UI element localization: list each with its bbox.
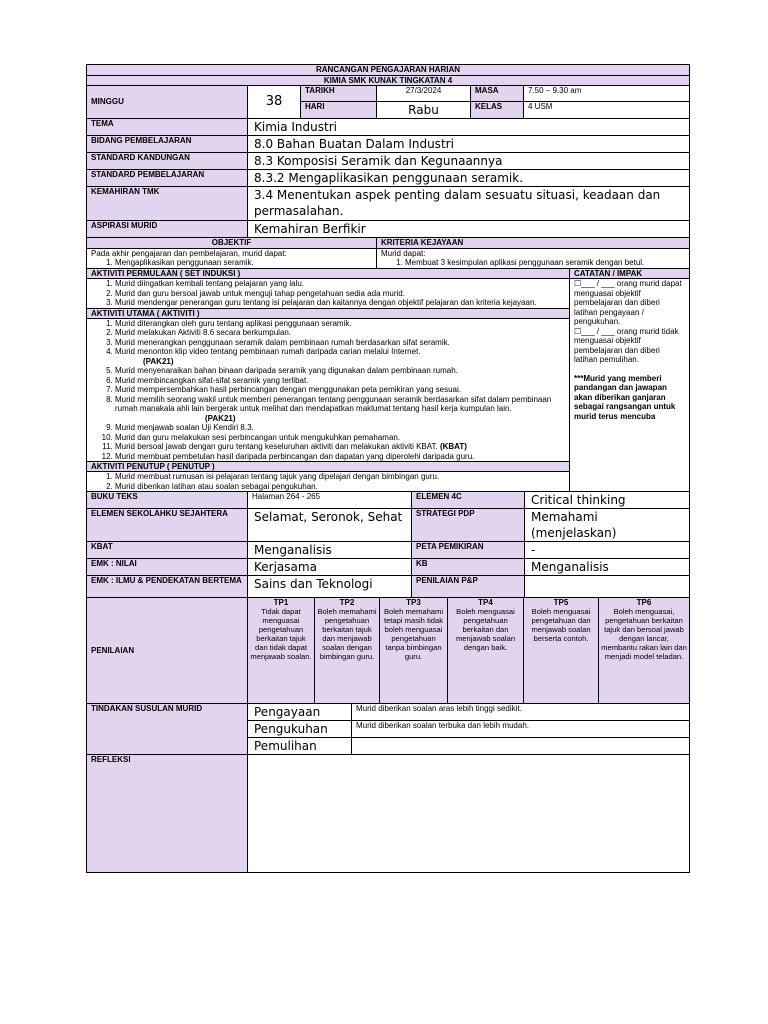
reflection-table (86, 754, 690, 873)
buku-teks-label: BUKU TEKS (87, 492, 248, 509)
standard-pembelajaran-label: STANDARD PEMBELAJARAN (87, 170, 248, 187)
permulaan-list (87, 279, 569, 308)
pak21-tag: (PAK21) (143, 356, 174, 366)
tp-level: TP1 (273, 598, 289, 607)
activities-cell (87, 279, 570, 492)
strategi-label: STRATEGI PDP (412, 509, 525, 542)
permulaan-item: 2. Murid dan guru bersoal jawab untuk menguji tahap pengetahuan sedia ada murid. (115, 289, 563, 299)
utama-item: 11. Murid bersoal jawab dengan guru tentang keseluruhan aktiviti dan melakukan aktiviti KBAT. (KBAT) (115, 442, 563, 452)
tp6-cell (599, 598, 690, 704)
utama-item: 6. Murid membincangkan sifat-sifat seramik yang terlibat. (115, 376, 563, 386)
elemen-4c-value: Critical thinking (525, 492, 690, 509)
catatan-header: CATATAN / IMPAK (570, 268, 690, 279)
objective-table (86, 237, 690, 269)
utama-list (87, 319, 569, 462)
catatan-note: ***Murid yang memberi pandangan dan jawapan akan diberikan ganjaran sebagai rangsangan untuk murid terus mencuba (574, 373, 676, 421)
standard-kandungan-label: STANDARD KANDUNGAN (87, 153, 248, 170)
tp-level: TP2 (339, 598, 355, 607)
susulan-desc: Murid diberikan soalan aras lebih tinggi sedikit. (352, 704, 690, 721)
kriteria-content (377, 248, 690, 268)
susulan-type: Pengayaan (248, 704, 352, 721)
assessment-table (86, 597, 690, 704)
emk-nilai-value: Kerjasama (248, 559, 412, 576)
permulaan-header: AKTIVITI PERMULAAN ( SET INDUKSI ) (87, 268, 570, 279)
activity-table (86, 268, 690, 493)
aspirasi-label: ASPIRASI MURID (87, 221, 248, 238)
lesson-plan-sheet (86, 64, 689, 873)
penutup-list (87, 472, 569, 491)
susulan-type: Pemulihan (248, 738, 352, 755)
tp-desc: Boleh menguasai pengetahuan dan menjawab soalan berserta contoh. (531, 607, 591, 643)
tp4-cell (448, 598, 524, 704)
aspirasi-value: Kemahiran Berfikir (248, 221, 690, 238)
objektif-intro: Pada akhir pengajaran dan pembelajaran, murid dapat: (91, 248, 287, 258)
tp-desc: Boleh menguasai, pengetahuan berkaitan tajuk dan bersoal jawab dengan lancar, membantu rakan lain dan menjadi model teladan. (601, 607, 687, 661)
utama-item: 2. Murid melakukan Aktiviti 8.6 secara berkumpulan. (115, 328, 563, 338)
tp-desc: Boleh memahami tetapi masih tidak boleh menguasai pengetahuan tanpa bimbingan guru. (383, 607, 444, 661)
emk-nilai-label: EMK : NILAI (87, 559, 248, 576)
utama-header: AKTIVITI UTAMA ( AKTIVITI ) (87, 308, 569, 319)
kb-label: KB (412, 559, 525, 576)
penutup-header: AKTIVITI PENUTUP ( PENUTUP ) (87, 461, 569, 472)
susulan-desc (352, 738, 690, 755)
catatan-content (570, 279, 690, 492)
plan-title: RANCANGAN PENGAJARAN HARIAN (87, 65, 690, 76)
susulan-label: TINDAKAN SUSULAN MURID (87, 704, 248, 755)
tp-desc: Tidak dapat menguasai pengetahuan berkaitan tajuk dan tidak dapat menjawab soalan. (250, 607, 312, 661)
followup-table (86, 703, 690, 755)
emk-ilmu-value: Sains dan Teknologi (248, 576, 412, 598)
hari-value: Rabu (377, 102, 471, 119)
kbat-value: Menganalisis (248, 542, 412, 559)
tp-level: TP5 (553, 598, 569, 607)
hari-label: HARI (301, 102, 377, 119)
penutup-item: 2. Murid diberikan latihan atau soalan sebagai pengukuhan. (115, 482, 563, 492)
objektif-header: OBJEKTIF (87, 238, 377, 249)
utama-item: 4. Murid menonton klip video tentang pembinaan rumah daripada carian melalui Internet. (PAK21) (115, 347, 563, 366)
catatan-line-1: ☐___ / ___ orang murid dapat menguasai objektif pembelajaran dan diberi latihan pengayaan / pengukuhan. (574, 279, 682, 326)
utama-item: 5. Murid menyenaraikan bahan binaan daripada seramik yang digunakan dalam pembinaan rumah. (115, 366, 563, 376)
kriteria-header: KRITERIA KEJAYAAN (377, 238, 690, 249)
elements-table (86, 491, 690, 598)
bidang-label: BIDANG PEMBELAJARAN (87, 136, 248, 153)
masa-value: 7.50 – 9.30 am (524, 86, 690, 102)
susulan-type: Pengukuhan (248, 721, 352, 738)
penilaian-label: PENILAIAN (87, 598, 248, 704)
permulaan-item: 1. Murid diingatkan kembali tentang pelajaran yang lalu. (115, 279, 563, 289)
tema-label: TEMA (87, 119, 248, 136)
utama-item: 1. Murid diterangkan oleh guru tentang aplikasi penggunaan seramik. (115, 319, 563, 329)
strategi-value: Memahami (menjelaskan) (525, 509, 690, 542)
utama-item: 9. Murid menjawab soalan Uji Kendiri 8.3. (115, 423, 563, 433)
refleksi-label: REFLEKSI (87, 755, 248, 873)
utama-item: 8. Murid memilih seorang wakil untuk memberi penerangan tentang penggunaan seramik berdasarkan sifat dalam pembinaan rumah manakala ahli lain bergerak untuk melihat dan mendapatkan maklumat tentang hasil kerja kumpulan lain. (PAK21) (115, 395, 563, 424)
bidang-value: 8.0 Bahan Buatan Dalam Industri (248, 136, 690, 153)
pak21-tag: (PAK21) (205, 413, 236, 423)
plan-subtitle: KIMIA SMK KUNAK TINGKATAN 4 (87, 75, 690, 86)
buku-teks-value: Halaman 264 - 265 (248, 492, 412, 509)
refleksi-value[interactable] (248, 755, 690, 873)
sekolahku-label: ELEMEN SEKOLAHKU SEJAHTERA (87, 509, 248, 542)
tp-desc: Boleh menguasai pengetahuan berkaitan dan menjawab soalan dengan baik. (455, 607, 516, 652)
tarikh-value: 27/3/2024 (377, 86, 471, 102)
penilaian-pdp-value (525, 576, 690, 598)
peta-pemikiran-value: - (525, 542, 690, 559)
standard-pembelajaran-value: 8.3.2 Mengaplikasikan penggunaan seramik. (248, 170, 690, 187)
tp3-cell (380, 598, 448, 704)
tp5-cell (524, 598, 599, 704)
tp1-cell (248, 598, 315, 704)
sekolahku-value: Selamat, Seronok, Sehat (248, 509, 412, 542)
catatan-line-2: ☐___ / ___ orang murid tidak menguasai objektif pembelajaran dan diberi latihan pemulihan. (574, 326, 679, 364)
tp-level: TP3 (406, 598, 421, 607)
objektif-content (87, 248, 377, 268)
objektif-item: 1. Mengaplikasikan penggunaan seramik. (115, 258, 372, 268)
tarikh-label: TARIKH (301, 86, 377, 102)
emk-ilmu-label: EMK : ILMU & PENDEKATAN BERTEMA (87, 576, 248, 598)
permulaan-item: 3. Murid mendengar penerangan guru tentang isi pelajaran dan kaitannya dengan objektif pelajaran dan kriteria kejayaan. (115, 298, 563, 308)
tema-value: Kimia Industri (248, 119, 690, 136)
tp-desc: Boleh memahami pengetahuan berkaitan tajuk dan menjawab soalan dengan bimbingan guru. (317, 607, 377, 661)
utama-item: 7. Murid mempersembahkan hasil perbincangan dengan menggunakan peta pemikiran yang sesuai. (115, 385, 563, 395)
kemahiran-tmk-value: 3.4 Menentukan aspek penting dalam sesuatu situasi, keadaan dan permasalahan. (248, 187, 690, 221)
minggu-value: 38 (248, 86, 301, 119)
utama-item: 3. Murid menerangkan penggunaan seramik dalam pembinaan rumah berdasarkan sifat seramik. (115, 338, 563, 348)
susulan-desc: Murid diberikan soalan terbuka dan lebih mudah. (352, 721, 690, 738)
masa-label: MASA (471, 86, 524, 102)
elemen-4c-label: ELEMEN 4C (412, 492, 525, 509)
utama-item: 10. Murid dan guru melakukan sesi perbincangan untuk mengukuhkan pemahaman. (115, 433, 563, 443)
standard-kandungan-value: 8.3 Komposisi Seramik dan Kegunaannya (248, 153, 690, 170)
peta-pemikiran-label: PETA PEMIKIRAN (412, 542, 525, 559)
penilaian-pdp-label: PENILAIAN P&P (412, 576, 525, 598)
tp-level: TP6 (636, 598, 652, 607)
kriteria-item: 1. Membuat 3 kesimpulan aplikasi penggunaan seramik dengan betul. (405, 258, 685, 268)
kelas-label: KELAS (471, 102, 524, 119)
kb-value: Menganalisis (525, 559, 690, 576)
kemahiran-tmk-label: KEMAHIRAN TMK (87, 187, 248, 221)
penutup-item: 1. Murid membuat rumusan isi pelajaran tentang tajuk yang dipelajari dengan bimbingan guru. (115, 472, 563, 482)
tp-level: TP4 (478, 598, 493, 607)
kelas-value: 4 USM (524, 102, 690, 119)
utama-item: 12. Murid membuat pembetulan hasil daripada perbincangan dan dapatan yang diperolehi daripada guru. (115, 452, 563, 462)
kbat-tag: (KBAT) (439, 442, 467, 451)
kriteria-intro: Murid dapat: (381, 248, 426, 258)
kbat-label: KBAT (87, 542, 248, 559)
minggu-label: MINGGU (87, 86, 248, 119)
tp2-cell (315, 598, 380, 704)
lesson-plan-table (86, 64, 690, 238)
